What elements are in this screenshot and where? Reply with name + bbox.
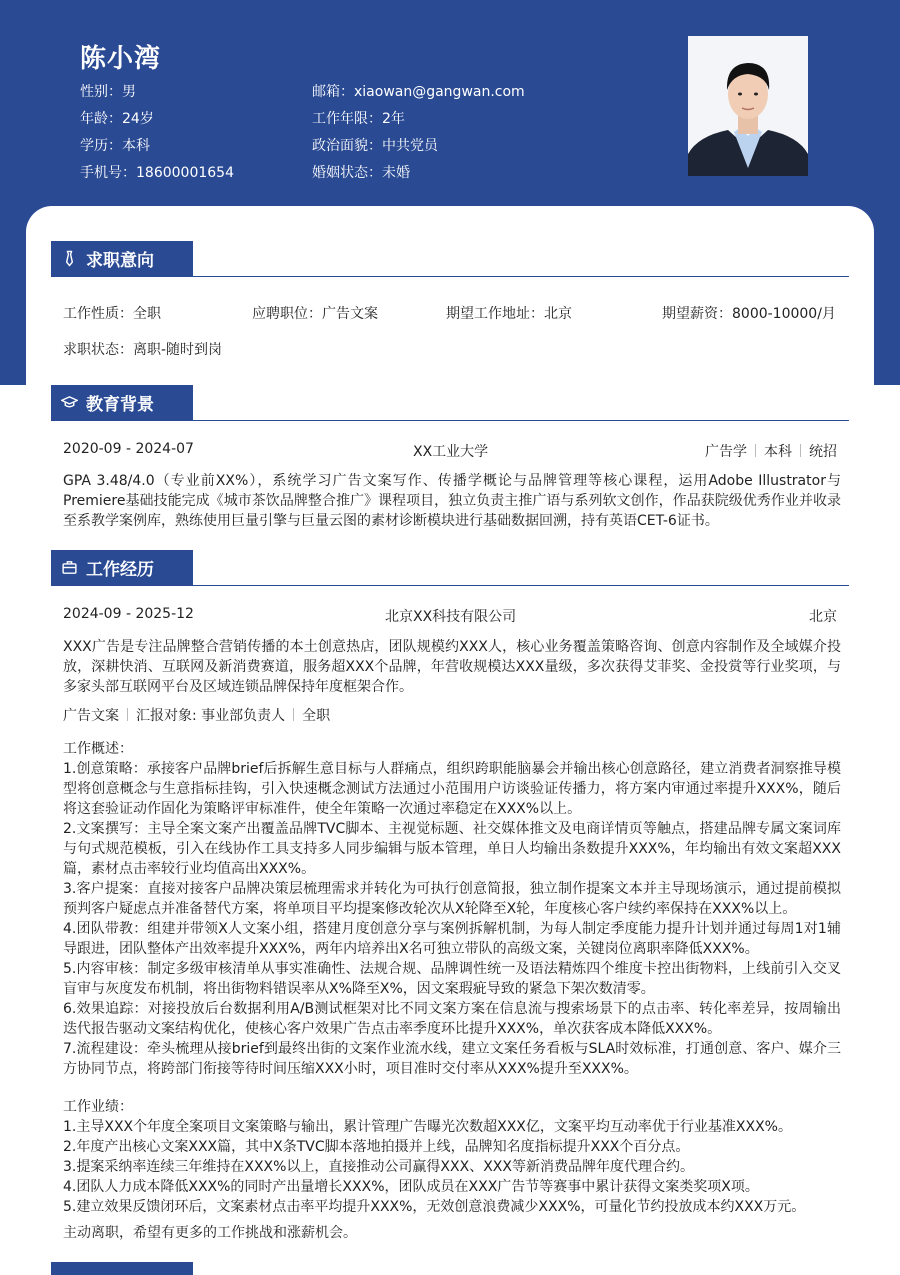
major: 广告学 [705, 444, 747, 460]
graduation-cap-icon [61, 394, 78, 411]
next-section-tab-partial [51, 1262, 193, 1275]
job-salary: 期望薪资：8000-10000/月 [662, 306, 836, 322]
separator [755, 444, 756, 457]
degree: 本科 [764, 444, 792, 460]
company-intro: XXX广告是专注品牌整合营销传播的本土创意热店，团队规模约XXX人，核心业务覆盖策略咨询、创意内容制作及全域媒介投放，深耕快消、互联网及新消费赛道，服务超XXX个品牌，年营收规模达XXX量级，多次获得艾菲奖、金投赏等行业奖项，与多家头部互联网平台及区域连锁品牌保持年度框架合作。 [63, 639, 841, 695]
job-location: 期望工作地址：北京 [446, 306, 572, 322]
intent-section-header [51, 241, 849, 277]
marital-status: 婚姻状态：未婚 [312, 165, 410, 181]
enrollment-mode: 统招 [809, 444, 837, 460]
role: 广告文案 [63, 708, 119, 724]
phone: 手机号：18600001654 [80, 165, 234, 181]
work-results [63, 1097, 841, 1217]
overview-item: 6.效果追踪：对接投放后台数据利用A/B测试框架对比不同文案方案在信息流与搜索场景下的点击率、转化率差异，按周输出迭代报告驱动文案结构优化，使核心客户效果广告点击率季度环比提升XXX%，单次获客成本降低XXX%。 [63, 1001, 841, 1037]
job-type: 工作性质：全职 [63, 306, 161, 322]
basic-info-right [312, 79, 525, 187]
education-section-title: 教育背景 [86, 395, 154, 415]
political-status: 政治面貌：中共党员 [312, 138, 438, 154]
education-description: GPA 3.48/4.0（专业前XX%），系统学习广告文案写作、传播学概论与品牌管理等核心课程，运用Adobe Illustrator与Premiere基础技能完成《城市茶饮品牌整合推广》课程项目，独立负责主推广语与系列软文创作，作品获院级优秀作业并收录至系教学案例库，熟练使用巨量引擎与巨量云图的素材诊断模块进行基础数据回溯，持有英语CET-6证书。 [63, 473, 841, 529]
candidate-name: 陈小湾 [80, 44, 162, 74]
overview-item: 7.流程建设：牵头梳理从接brief到最终出街的文案作业流水线，建立文案任务看板与SLA时效标准，打通创意、客户、媒介三方协同节点，将跨部门衔接等待时间压缩XXX小时，项目准时交付率从XXX%提升至XXX%。 [63, 1041, 841, 1077]
work-overview [63, 739, 841, 1079]
overview-item: 4.团队带教：组建并带领X人文案小组，搭建月度创意分享与案例拆解机制，为每人制定季度能力提升计划并通过每周1对1辅导跟进，团队整体产出效率提升XXX%，两年内培养出X名可独立带队的高级文案，关键岗位离职率降低XXX%。 [63, 921, 841, 957]
overview-item: 5.内容审核：制定多级审核清单从事实准确性、法规合规、品牌调性统一及语法精炼四个维度卡控出街物料，上线前引入交叉盲审与灰度发布机制，将出街物料错误率从X%降至X%，因文案瑕疵导致的紧急下架次数清零。 [63, 961, 841, 997]
overview-item: 1.创意策略：承接客户品牌brief后拆解生意目标与人群痛点，组织跨职能脑暴会并输出核心创意路径，建立消费者洞察推导模型将创意概念与生意指标挂钩，引入快速概念测试方法通过小范围用户访谈验证传播力，将方案内审通过率提升XXX%，随后将这套验证动作固化为策略评审标准件，使全年策略一次通过率稳定在XXX%以上。 [63, 761, 841, 817]
education-period: 2020-09 - 2024-07 [63, 441, 194, 457]
overview-item: 2.文案撰写：主导全案文案产出覆盖品牌TVC脚本、主视觉标题、社交媒体推文及电商详情页等触点，搭建品牌专属文案词库与句式规范模板，引入在线协作工具支持多人同步编辑与版本管理，单日人均输出条数提升XXX%，年均输出有效文案超XXX篇，素材点击率较行业均值高出XXX%。 [63, 821, 841, 877]
education-level: 学历：本科 [80, 138, 150, 154]
result-item: 4.团队人力成本降低XXX%的同时产出量增长XXX%，团队成员在XXX广告节等赛事中累计获得文案类奖项X项。 [63, 1179, 759, 1195]
result-item: 2.年度产出核心文案XXX篇，其中X条TVC脚本落地拍摄并上线，品牌知名度指标提升XXX个百分点。 [63, 1139, 690, 1155]
intent-section-tab [51, 241, 193, 276]
company-name: 北京XX科技有限公司 [385, 609, 517, 625]
work-period: 2024-09 - 2025-12 [63, 606, 194, 622]
work-years: 工作年限：2年 [312, 111, 405, 127]
separator [127, 708, 128, 721]
work-tags [63, 705, 330, 725]
education-section-tab [51, 385, 193, 420]
gender: 性别：男 [80, 84, 136, 100]
education-section-header [51, 385, 849, 421]
separator [293, 708, 294, 721]
separator [800, 444, 801, 457]
work-section-header [51, 550, 849, 586]
education-tags [705, 441, 837, 461]
result-item: 3.提案采纳率连续三年维持在XXX%以上，直接推动公司赢得XXX、XXX等新消费品牌年度代理合约。 [63, 1159, 694, 1175]
avatar-illustration [688, 36, 808, 176]
result-item: 5.建立效果反馈闭环后，文案素材点击率平均提升XXX%，无效创意浪费减少XXX%，可量化节约投放成本约XXX万元。 [63, 1199, 806, 1215]
profile-photo [688, 36, 808, 176]
overview-title: 工作概述： [63, 741, 133, 757]
briefcase-icon [61, 559, 78, 576]
work-section-tab [51, 550, 193, 585]
basic-info-left [80, 79, 234, 187]
tie-icon [61, 250, 78, 267]
school-name: XX工业大学 [413, 444, 489, 460]
job-position: 应聘职位：广告文案 [252, 306, 378, 322]
job-type-tag: 全职 [302, 708, 331, 724]
work-city: 北京 [809, 609, 837, 625]
results-title: 工作业绩： [63, 1099, 133, 1115]
job-status: 求职状态：离职-随时到岗 [63, 342, 223, 358]
age: 年龄：24岁 [80, 111, 154, 127]
email: 邮箱：xiaowan@gangwan.com [312, 84, 525, 100]
work-section-title: 工作经历 [86, 560, 154, 580]
intent-section-title: 求职意向 [86, 251, 154, 271]
report-to: 汇报对象: 事业部负责人 [136, 708, 286, 724]
overview-item: 3.客户提案：直接对接客户品牌决策层梳理需求并转化为可执行创意简报，独立制作提案文本并主导现场演示，通过提前模拟预判客户疑虑点并准备替代方案，将单项目平均提案修改轮次从X轮降至X轮，年度核心客户续约率保持在XXX%以上。 [63, 881, 841, 917]
leave-reason: 主动离职，希望有更多的工作挑战和涨薪机会。 [63, 1225, 357, 1241]
result-item: 1.主导XXX个年度全案项目文案策略与输出，累计管理广告曝光次数超XXX亿，文案平均互动率优于行业基准XXX%。 [63, 1119, 792, 1135]
